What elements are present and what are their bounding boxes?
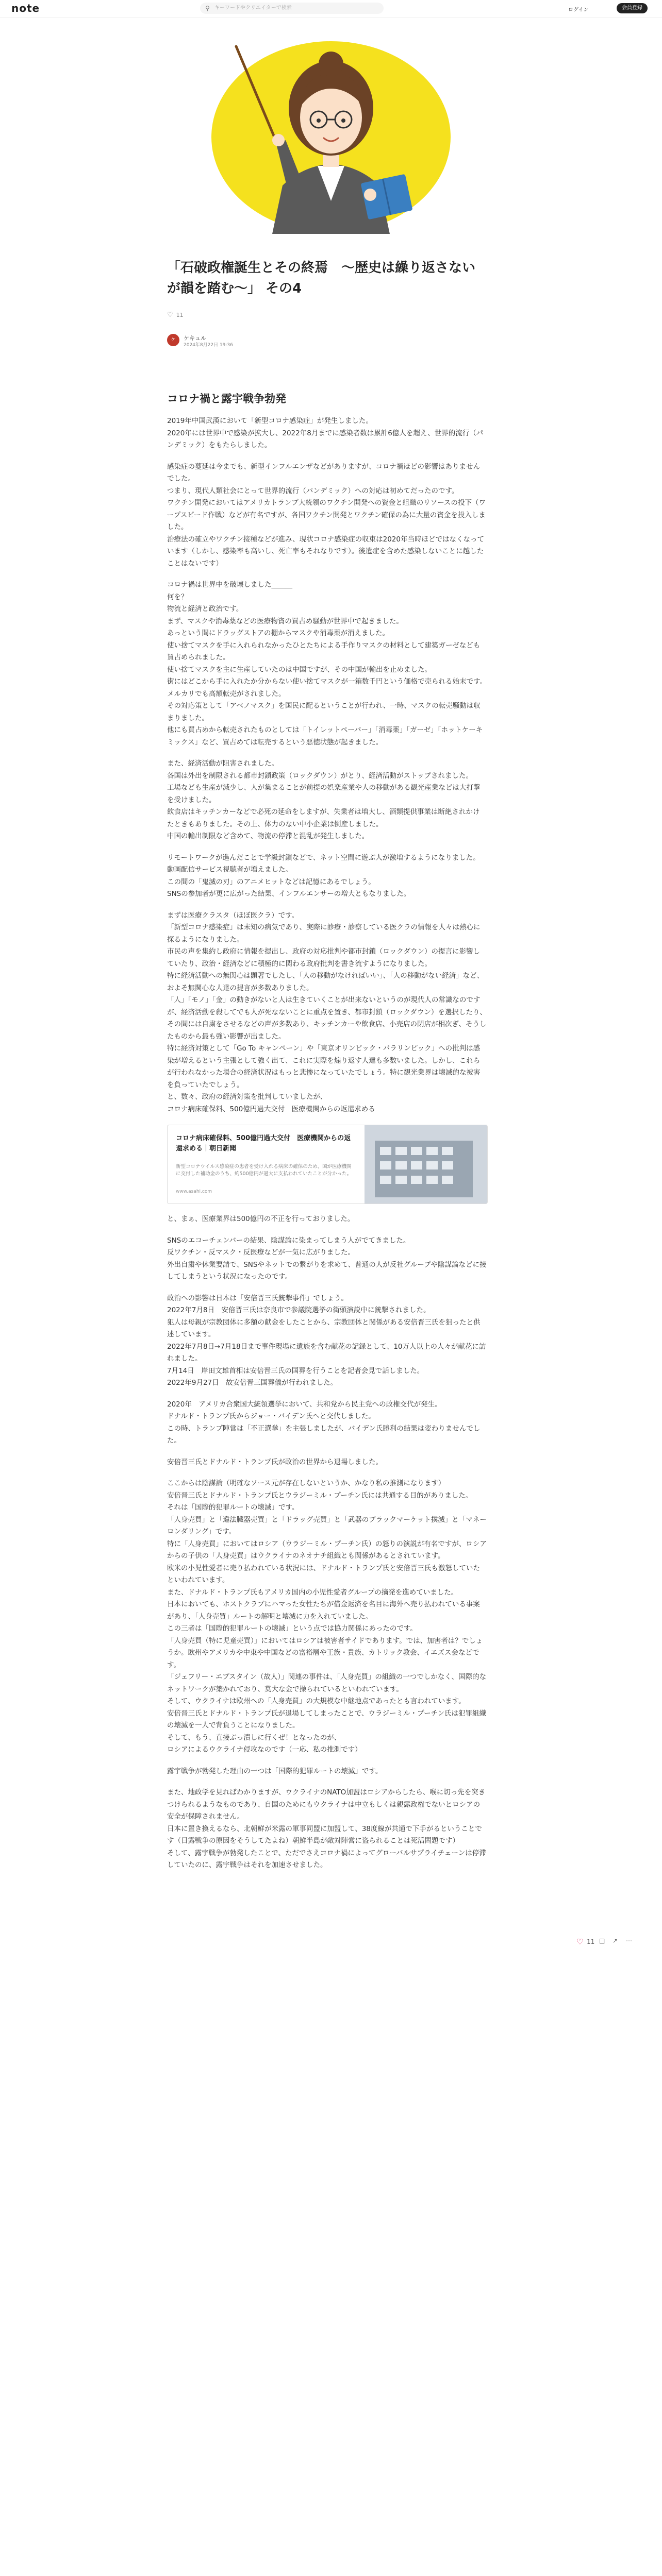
paragraph: 露宇戦争が勃発した理由の一つは「国際的犯罪ルートの壊滅」です。 <box>167 1767 383 1775</box>
share-icon[interactable]: ↗ <box>613 1937 618 1944</box>
heart-icon[interactable]: ♡ <box>576 1937 584 1946</box>
side-like-count: 11 <box>587 1938 595 1945</box>
paragraph: また、地政学を見ればわかりますが、ウクライナのNATO加盟はロシアからしたら、喉に切っ先を突きつけられるようなものであり、自国のためにもウクライナは中立もしくは親露政権でないとロシアの安全が保障されません。 日本に置き換えるなら、北朝鮮が米露の軍事同盟に加盟して、38度線が共通で下手がるということです（日露戦争の原因をそうしてたよね）朝鮮半島が敵対陣営に盗られることは死活問題です） そして、露宇戦争が勃発したことで、ただでさえコロナ禍によってグローバルサプライチェーンは停滞していたのに、露宇戦争はそれを加速させました。 <box>167 1788 486 1869</box>
paragraph: 感染症の蔓延は今までも、新型インフルエンザなどがありますが、コロナ禍ほどの影響はありませんでした。 つまり、現代人類社会にとって世界的流行（パンデミック）への対応は初めてだったのです。 ワクチン開発においてはアメリカトランプ大統領のワクチン開発への資金と組織のリソースの投下（ワープスピード作戦）などが有名ですが、各国ワクチン開発とワクチン確保の為に大量の資金を投入しました。 治療法の確立やワクチン接種などが進み、現状コロナ感染症の収束は2020年当時ほどではなくなっています（しかし、感染率も高いし、死亡率もそれなりです）。後遺症を含めた感染しないことに越したことはないです） <box>167 462 486 568</box>
search-placeholder: キーワードやクリエイターで検索 <box>214 5 292 11</box>
paragraph: また、経済活動が阻害されました。 各国は外出を制限される都市封鎖政策（ロックダウン）がとり、経済活動がストップされました。 工場なども生産が減少し、人が集まることが前提の娯楽産業や人の移動がある観光産業などは大打撃を受けました。 飲食店はキッチンカーなどで必死の延命をしますが、失業者は増大し、酒類提供事業は断絶されかけたときもありました。その上、体力のない中小企業は倒産しました。 中国の輸出制限など含めて、物流の停滞と混乱が発生しました。 <box>167 759 481 840</box>
like-count: 11 <box>176 312 184 318</box>
paragraph: 2019年中国武漢において「新型コロナ感染症」が発生しました。 2020年には世界中で感染が拡大し、2022年8月までに感染者数は累計6億人を超え、世界的流行（パンデミック）をもたらしました。 <box>167 417 484 449</box>
article-like-button[interactable] <box>167 311 184 319</box>
author-avatar[interactable]: ケ <box>167 334 179 346</box>
header <box>0 0 662 18</box>
article-title: 「石破政権誕生とその終焉 〜歴史は繰り返さないが韻を踏む〜」 その4 <box>167 260 476 296</box>
paragraph: SNSのエコーチェンバーの結果、陰謀論に染まってしまう人がでてきました。 反ワクチン・反マスク・反医療などが一気に広がりました。 外出自粛や休業要請で、SNSやネットでの繋がりを求めて、普通の人が反社グループや陰謀論などに接してしまうという状況になったのです。 <box>167 1236 487 1281</box>
paragraph: コロナ禍は世界中を破壊しました______ 何を？ 物流と経済と政治です。 まず、マスクや消毒薬などの医療物資の買占め騒動が世界中で起きました。 あっという間にドラッグストアの棚からマスクや消毒薬が消えました。 使い捨てマスクを手に入れられなかったひとたちによる手作りマスクの材料として建築ガーゼなども買占められました。 使い捨てマスクを主に生産していたのは中国ですが、その中国が輸出を止めました。 街にはどこから手に入れたか分からない使い捨てマスクが一箱数千円という価格で売られる始末です。 メルカリでも高額転売がされました。 その対応策として「アベノマスク」を国民に配るということが行われ、一時、マスクの転売騒動は収まりました。 他にも買占めから転売されたものとしては「トイレットペーパー」「消毒薬」「ガーゼ」「ホットケーキミックス」など、買占めては転売するという悪徳状態が起きました。 <box>167 581 487 747</box>
paragraph: ここからは陰謀論（明確なソース元が存在しないというか、かなり私の推測になります） 安倍晋三氏とドナルド・トランプ氏とウラジーミル・プーチン氏には共通する目的がありました。 それは「国際的犯罪ルートの壊滅」です。 「人身売買」と「違法臓器売買」と「ドラッグ売買」と「武器のブラックマーケット撲滅」と「マネーロンダリング」です。 特に「人身売買」においてはロシア（ウラジーミル・プーチン氏）の怒りの演説が有名ですが、ロシアからの子供の「人身売買」はウクライナのネオナチ組織とも関係があるとされています。 欧米の小児性愛者に売り払われている状況には、ドナルド・トランプ氏と安倍晋三氏も激怒していたといわれています。 また、ドナルド・トランプ氏もアメリカ国内の小児性愛者グループの摘発を進めていました。 日本においても、ホストクラブにハマった女性たちが借金返済を名目に海外へ売り払われている事案があり、「人身売買」ルートの解明と壊滅に力を入れていました。 この三者は「国際的犯罪ルートの壊滅」という点では協力関係にあったのです。 「人身売買（特に児童売買）」においてはロシアは被害者サイドであります。では、加害者は？でしょうか。欧州やアメリカや中東や中国などの富裕層や王族・貴族、カトリック教会、イエズス会などです。 「ジェフリー・エプスタイン（故人）」関連の事件は、「人身売買」の組織の一つでしかなく、国際的なネットワークが築かれており、莫大な金で操られているといわれています。 そして、ウクライナは欧州への「人身売買」の大規模な中継地点であったとも言われています。 安倍晋三氏とドナルド・トランプ氏が退場してしまったことで、ウラジーミル・プーチン氏は犯罪組織の壊滅を一人で背負うことになりました。 そして、もう、直接ぶっ潰しに行くぜ！となったのが、 ロシアによるウクライナ侵攻なのです（一応、私の推測です） <box>167 1479 487 1754</box>
paragraph: リモートワークが進んだことで学級封鎖などで、ネット空間に遊ぶ人が激増するようになりました。 動画配信サービス視聴者が増えました。 この間の「鬼滅の刃」のアニメヒットなどは記憶にあるでしょう。 SNSの参加者が更に広がった結果、インフルエンサーの増大ともなりました。 <box>167 853 480 898</box>
more-icon[interactable]: ⋯ <box>626 1937 632 1944</box>
author-name[interactable]: ケキュル <box>184 335 206 342</box>
signup-button[interactable]: 会員登録 <box>617 3 648 13</box>
paragraph: 安倍晋三氏とドナルド・トランプ氏が政治の世界から退場しました。 <box>167 1458 383 1466</box>
paragraph: 政治への影響は日本は「安倍晋三氏銃撃事件」でしょう。 2022年7月8日 安倍晋三氏は奈良市で参議院選挙の街頭演説中に銃撃されました。 犯人は母親が宗教団体に多額の献金をしたことから、宗教団体と関係がある安倍晋三氏を狙ったと供述しています。 2022年7月8日→7月18日まで事件現場に遺族を含む献花の記録として、10万人以上の人々が献花に訪れました。 7月14日 岸田文雄首相は安倍晋三氏の国葬を行うことを記者会見で話しました。 2022年9月27日 故安倍晋三国葬儀が行われました。 <box>167 1294 486 1387</box>
article-body <box>167 392 487 1881</box>
note-logo[interactable]: note <box>11 2 40 14</box>
section-heading: コロナ禍と露宇戦争勃発 <box>167 393 286 405</box>
link-card-description: 新型コロナウイルス感染症の患者を受け入れる病床の確保のため、国が医療機関に交付した補助金のうち、約500億円が過大に支払われていたことが分かった。 <box>176 1164 352 1177</box>
paragraph: 2020年 アメリカ合衆国大統領選挙において、共和党から民主党への政権交代が発生。 ドナルド・トランプ氏からジョー・バイデン氏へと交代しました。 この時、トランプ陣営は「不正選挙」を主張しましたが、バイデン氏勝利の結果は変わりませんでした。 <box>167 1400 481 1445</box>
hero-illustration <box>200 31 462 234</box>
paragraph: と、まぁ、医療業界は500億円の不正を行っておりました。 <box>167 1215 355 1223</box>
search-input[interactable] <box>200 3 384 14</box>
link-card[interactable] <box>167 1125 488 1204</box>
link-card-title: コロナ病床確保料、500億円過大交付 医療機関からの返還求める｜朝日新聞 <box>176 1134 351 1153</box>
comment-icon[interactable]: □ <box>599 1937 605 1944</box>
link-card-image <box>365 1125 487 1204</box>
heart-icon: ♡ <box>167 311 173 319</box>
link-card-url: www.asahi.com <box>176 1189 212 1194</box>
search-icon: ⚲ <box>205 5 210 12</box>
paragraph: まずは医療クラスタ（ほぼ医クラ）です。 「新型コロナ感染症」は未知の病気であり、実際に診療・診察している医クラの情報を人々は熱心に探るようになりました。 市民の声を集約し政府に情報を提出し、政府の対応批判や都市封鎖（ロックダウン）の提言に影響していたり、政治・経済などに積極的に関わる政府批判を書き流すようになりました。 特に経済活動への無関心は顕著でしたし、「人の移動がなければいい」、「人の移動がない経済」など、およそ無関心な人達の提言が多数ありました。 「人」「モノ」「金」の動きがないと人は生きていくことが出来ないというのが現代人の常識なのですが、経済活動を殺してでも人が死なないことに重点を置き、都市封鎖（ロックダウン）を選択したり、その間には自粛をさせるなどの声が多数あり、キッチンカーや飲食店、小売店の閉店が相次ぎ、そうしたものから最も強い影響が出ました。 特に経済対策として「Go To キャンペーン」や「東京オリンピック・パラリンピック」への批判は感染が増えるという主張として強く出て、これに実際を煽り返す人達も多数いました。しかし、これらが行われなかった場合の経済状況はもっと悲惨になっていたでしょう。特に観光業界は壊滅的な被害を負っていたでしょう。 と、数々、政府の経済対策を批判していましたが、 コロナ病床確保料、500億円過大交付 医療機関からの返還求める <box>167 911 487 1113</box>
publish-date: 2024年8月22日 19:36 <box>184 343 233 348</box>
floating-actions <box>576 1937 649 1950</box>
login-link[interactable]: ログイン <box>568 7 589 13</box>
